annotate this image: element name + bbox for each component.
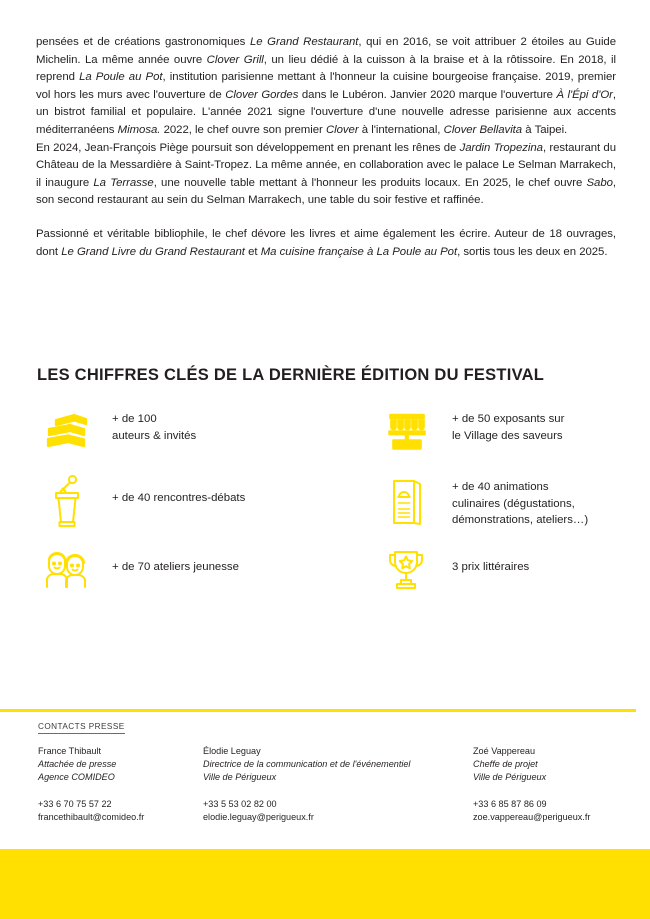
books-icon [36, 404, 98, 460]
key-figure-line1: + de 100 [112, 413, 157, 425]
contact-block [38, 745, 203, 824]
contact-phone[interactable]: +33 5 53 02 82 00 [203, 798, 277, 809]
key-figure-line1: + de 50 exposants sur [452, 413, 565, 425]
contact-role: Directrice de la communication et de l'événementiel [203, 759, 411, 770]
contact-role: Attachée de presse [38, 759, 117, 770]
key-figure-text [452, 404, 564, 444]
key-figure-literary-prizes [376, 542, 626, 611]
trophy-icon [376, 542, 438, 598]
key-figure-line1: + de 40 rencontres-débats [112, 492, 246, 504]
contact-name: Zoé Vappereau [473, 746, 536, 756]
contact-block [203, 745, 473, 824]
key-figure-youth-workshops [36, 542, 376, 611]
contact-email[interactable]: zoe.vappereau@perigueux.fr [473, 811, 591, 822]
menu-card-icon [376, 473, 438, 529]
key-figure-line2: auteurs & invités [112, 429, 197, 442]
contact-organisation: Ville de Périgueux [473, 772, 547, 783]
key-figure-line1: 3 prix littéraires [452, 561, 530, 573]
contact-email[interactable]: francethibault@comideo.fr [38, 811, 145, 822]
key-figure-line1: + de 40 animations [452, 481, 549, 493]
contact-organisation: Agence COMIDEO [38, 772, 115, 783]
key-figures-heading: LES CHIFFRES CLÉS DE LA DERNIÈRE ÉDITION DU FESTIVAL [37, 366, 545, 384]
key-figures-grid [36, 404, 626, 611]
key-figure-line2: le Village des saveurs [452, 429, 563, 442]
key-figure-text [112, 404, 196, 444]
key-figure-animations [376, 473, 626, 542]
podium-icon [36, 473, 98, 529]
contact-phone[interactable]: +33 6 70 75 57 22 [38, 798, 112, 809]
key-figure-text [452, 473, 588, 529]
press-contacts [38, 745, 628, 824]
key-figure-talks [36, 473, 376, 542]
bio-paragraph-3: Passionné et véritable bibliophile, le chef dévore les livres et aime également les écrire. Auteur de 18 ouvrages, dont Le Grand Livre du Grand Restaurant et Ma cuisine française à La Poule au Pot, sortis tous les deux en 2025. [36, 227, 616, 258]
contact-name: France Thibault [38, 746, 102, 756]
spacer [203, 785, 473, 798]
key-figure-text [112, 473, 245, 507]
contact-role: Cheffe de projet [473, 759, 538, 770]
bio-paragraph-2: En 2024, Jean-François Piège poursuit son développement en prenant les rênes de Jardin Tropezina, restaurant du Château de la Messardière à Saint-Tropez. La même année, en collaboration avec le palace Le Selman Marrakech, il inaugure La Terrasse, une nouvelle table mettant à l'honneur les produits locaux. En 2025, le chef ouvre Sabo, son second restaurant au sein du Selman Marrakech, une table du soir festive et raffinée. [36, 141, 617, 207]
key-figure-text [452, 542, 529, 576]
key-figure-exhibitors [376, 404, 626, 473]
contacts-press-label: CONTACTS PRESSE [38, 722, 125, 734]
spacer [38, 785, 203, 798]
contact-name: Élodie Leguay [203, 746, 261, 756]
contact-block [473, 745, 628, 824]
key-figure-text [112, 542, 239, 576]
market-stall-icon [376, 404, 438, 460]
contact-phone[interactable]: +33 6 85 87 86 09 [473, 798, 547, 809]
key-figure-authors [36, 404, 376, 473]
spacer [473, 785, 628, 798]
key-figure-line2: culinaires (dégustations, [452, 497, 575, 510]
children-icon [36, 542, 98, 598]
contact-email[interactable]: elodie.leguay@perigueux.fr [203, 811, 314, 822]
key-figure-line3: démonstrations, ateliers…) [452, 514, 589, 526]
key-figure-line1: + de 70 ateliers jeunesse [112, 561, 239, 573]
bio-paragraph-1: pensées et de créations gastronomiques Le Grand Restaurant, qui en 2016, se voit attribuer 2 étoiles au Guide Michelin. La même année ouvre Clover Grill, un lieu dédié à la cuisson à la braise et à la rôtissoire. En 2018, il reprend La Poule au Pot, institution parisienne mettant à l'honneur la cuisine bourgeoise française. 2019, premier vol hors les murs avec l'ouverture de Clover Gordes dans le Lubéron. Janvier 2020 marque l'ouverture À l'Épi d'Or, un bistrot familial et populaire. L'année 2021 signe l'ouverture d'une nouvelle adresse parisienne aux accents méditerranéens Mimosa. 2022, le chef ouvre son premier Clover à l'international, Clover Bellavita à Taipei. [36, 36, 616, 136]
contact-organisation: Ville de Périgueux [203, 772, 277, 783]
yellow-divider-rule [0, 709, 636, 712]
biography-text-block [36, 34, 616, 261]
footer-yellow-block [0, 849, 650, 919]
